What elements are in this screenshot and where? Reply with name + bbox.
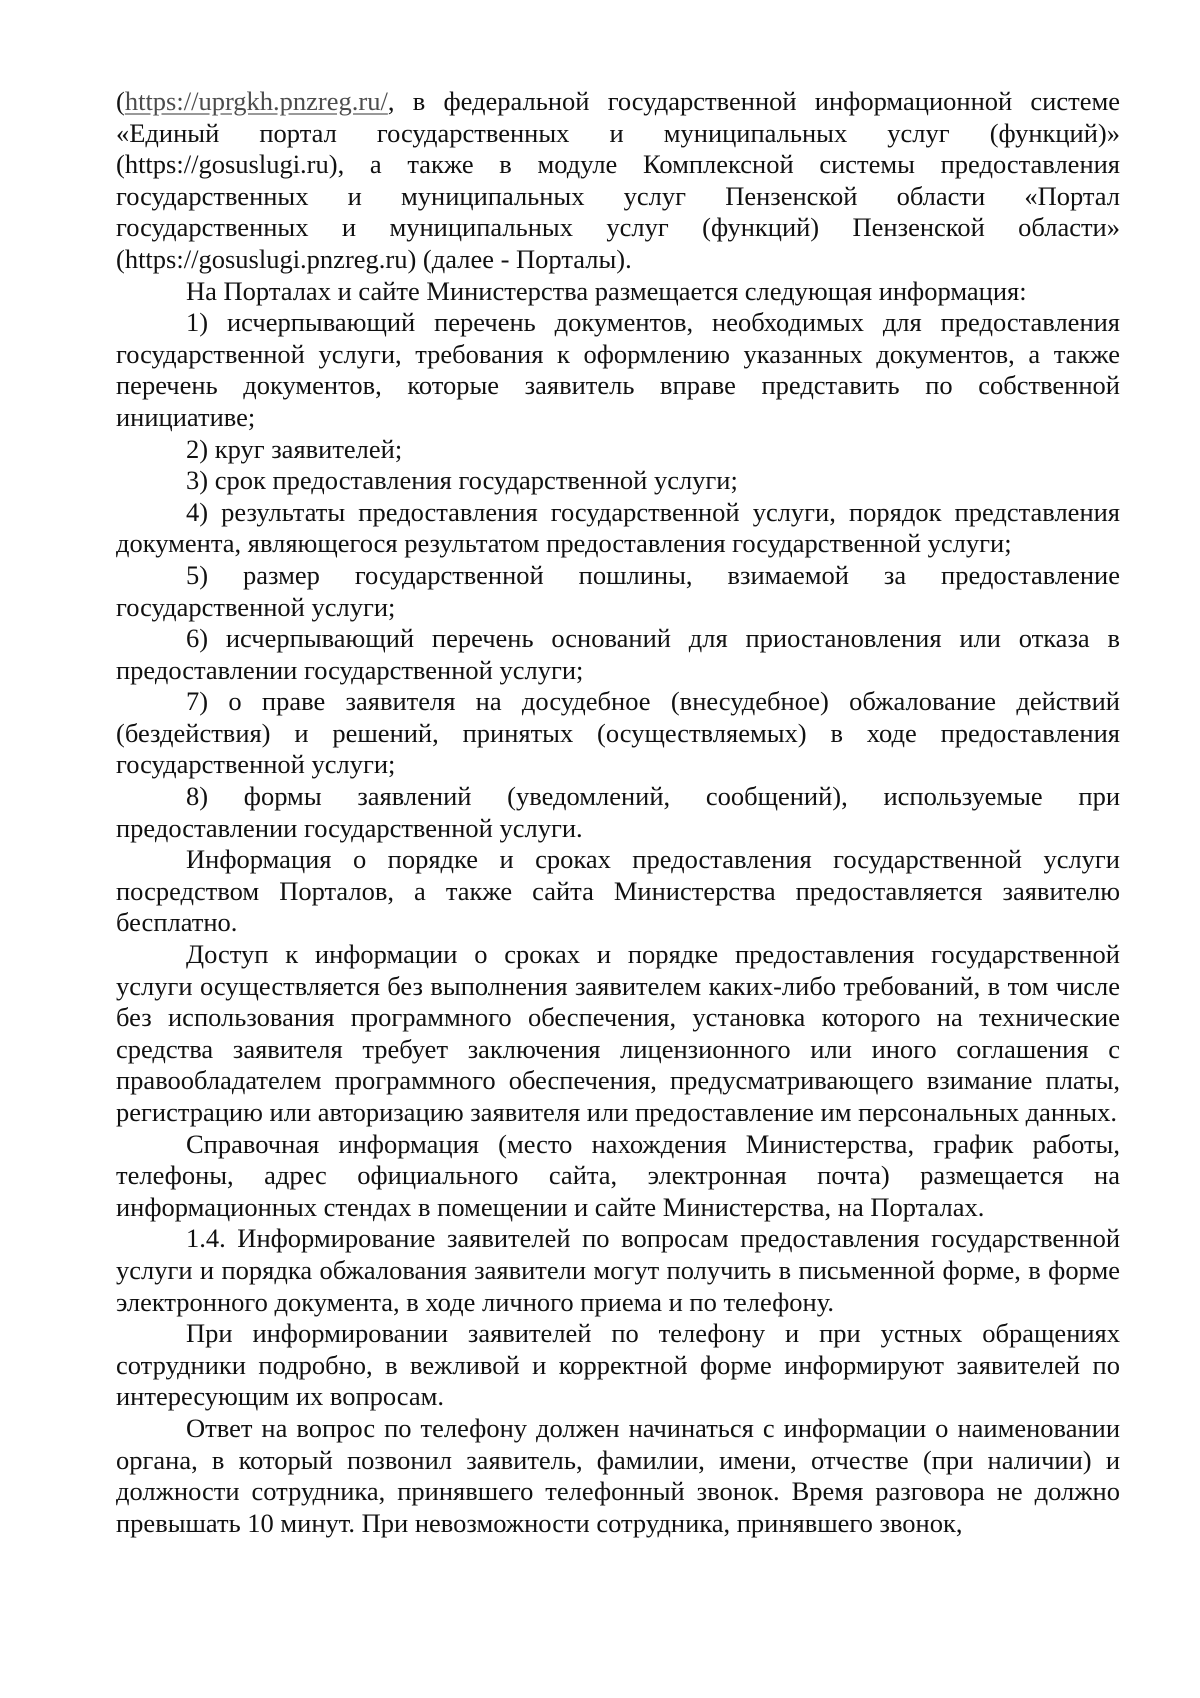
list-item-1: 1) исчерпывающий перечень документов, необходимых для предоставления государственной услуги, требования к оформлению указанных документов, а также перечень документов, которые заявитель вправе представить по собственной инициативе; (116, 307, 1120, 432)
document-page (116, 86, 1120, 1539)
list-item-7: 7) о праве заявителя на досудебное (внесудебное) обжалование действий (бездействия) и решений, принятых (осуществляемых) в ходе предоставления государственной услуги; (116, 686, 1120, 780)
list-item-2: 2) круг заявителей; (186, 433, 403, 464)
paragraph-portals-intro: (https://uprgkh.pnzreg.ru/, в федеральной государственной информационной системе «Единый портал государственных и муниципальных услуг (функций)» (https://gosuslugi.ru), а также в модуле Комплексной системы предоставления государственных и муниципальных услуг Пензенской области «Портал государственных и муниципальных услуг (функций) Пензенской области» (https://gosuslugi.pnzreg.ru) (далее - Порталы). (116, 86, 1120, 274)
paragraph-info-list-intro: На Порталах и сайте Министерства размещается следующая информация: (186, 275, 1027, 306)
list-item-5: 5) размер государственной пошлины, взимаемой за предоставление государственной услуги; (116, 559, 1120, 622)
paragraph-section-1-4: 1.4. Информирование заявителей по вопросам предоставления государственной услуги и порядка обжалования заявители могут получить в письменной форме, в форме электронного документа, в ходе личного приема и по телефону. (116, 1223, 1120, 1317)
paragraph-free-info: Информация о порядке и сроках предоставления государственной услуги посредством Порталов, а также сайта Министерства предоставляется заявителю бесплатно. (116, 844, 1120, 938)
list-item-4: 4) результаты предоставления государственной услуги, порядок представления документа, являющегося результатом предоставления государственной услуги; (116, 496, 1120, 559)
paragraph-phone-informing: При информировании заявителей по телефону и при устных обращениях сотрудники подробно, в вежливой и корректной форме информируют заявителей по интересующим их вопросам. (116, 1318, 1120, 1412)
paragraph-access: Доступ к информации о сроках и порядке предоставления государственной услуги осуществляется без выполнения заявителем каких-либо требований, в том числе без использования программного обеспечения, установка которого на технические средства заявителя требует заключения лицензионного или иного соглашения с правообладателем программного обеспечения, предусматривающего взимание платы, регистрацию или авторизацию заявителя или предоставление им персональных данных. (116, 939, 1120, 1127)
list-item-6: 6) исчерпывающий перечень оснований для приостановления или отказа в предоставлении государственной услуги; (116, 623, 1120, 685)
portals-intro-text: , в федеральной государственной информационной системе «Единый портал государственных и муниципальных услуг (функций)» (https://gosuslugi.ru), а также в модуле Комплексной системы предоставления государственных и муниципальных услуг Пензенской области «Портал государственных и муниципальных услуг (функций) Пензенской области» (https://gosuslugi.pnzreg.ru) (далее - Порталы). (116, 86, 1120, 274)
list-item-8: 8) формы заявлений (уведомлений, сообщений), используемые при предоставлении государственной услуги. (116, 781, 1120, 843)
list-item-3: 3) срок предоставления государственной услуги; (186, 465, 738, 496)
paragraph-reference-info: Справочная информация (место нахождения Министерства, график работы, телефоны, адрес официального сайта, электронная почта) размещается на информационных стендах в помещении и сайте Министерства, на Порталах. (116, 1128, 1120, 1222)
ministry-website-link[interactable]: https://uprgkh.pnzreg.ru/ (124, 86, 388, 116)
paragraph-phone-answer: Ответ на вопрос по телефону должен начинаться с информации о наименовании органа, в который позвонил заявитель, фамилии, имени, отчестве (при наличии) и должности сотрудника, принявшего телефонный звонок. Время разговора не должно превышать 10 минут. При невозможности сотрудника, принявшего звонок, (116, 1412, 1120, 1538)
